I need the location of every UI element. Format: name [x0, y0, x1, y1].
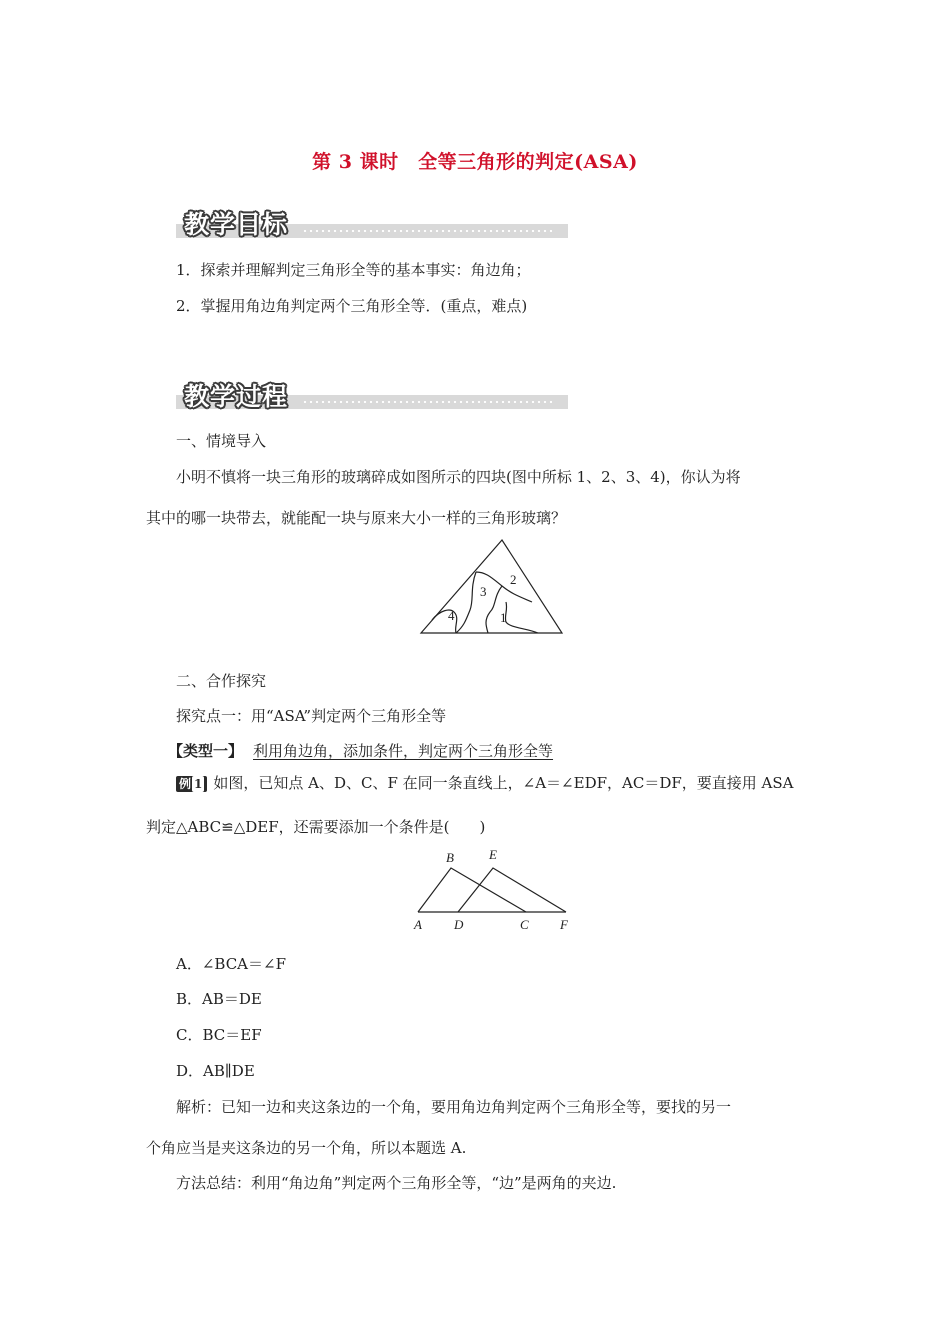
piece-label-1: 1	[500, 610, 507, 625]
analysis-line1: 解析：已知一边和夹这条边的一个角，要用角边角判定两个三角形全等，要找的另一	[176, 1098, 732, 1116]
point-label-c: C	[520, 917, 529, 932]
broken-glass-figure	[410, 536, 570, 638]
option-a: A．∠BCA＝∠F	[176, 955, 286, 973]
section-dots	[302, 401, 552, 403]
example-badge: 例 1	[176, 776, 207, 792]
piece-label-3: 3	[480, 584, 487, 599]
example-text-1: 如图，已知点 A、D、C、F 在同一条直线上，∠A＝∠EDF，AC＝DF，要直接用 ASA	[213, 774, 794, 792]
part1-line1: 小明不慎将一块三角形的玻璃碎成如图所示的四块(图中所标 1、2、3、4)，你认为将	[176, 468, 741, 486]
objective-item-1: 1．探索并理解判定三角形全等的基本事实：角边角；	[176, 261, 531, 279]
piece-label-4: 4	[448, 608, 455, 623]
type1-tag: 【类型一】	[168, 742, 244, 760]
type1-line	[168, 741, 553, 761]
example1-line2: 判定△ABC≌△DEF，还需要添加一个条件是( )	[146, 818, 486, 836]
example1-line1	[176, 773, 793, 793]
outer-triangle	[421, 540, 562, 633]
option-d: D．AB∥DE	[176, 1062, 255, 1080]
triangle-abc	[418, 868, 526, 912]
point-label-e: E	[489, 847, 497, 862]
part1-line2: 其中的哪一块带去，就能配一块与原来大小一样的三角形玻璃？	[146, 509, 567, 527]
section-label: 教学目标	[184, 210, 289, 239]
part1-heading: 一、情境导入	[176, 432, 267, 450]
method-summary: 方法总结：利用“角边角”判定两个三角形全等，“边”是两角的夹边.	[176, 1174, 617, 1192]
section-dots	[302, 230, 552, 232]
section-header-process	[176, 377, 568, 415]
analysis-line2: 个角应当是夹这条边的另一个角，所以本题选 A.	[146, 1139, 467, 1157]
exploration-point-1: 探究点一：用“ASA”判定两个三角形全等	[176, 707, 447, 725]
point-label-f: F	[560, 917, 568, 932]
point-label-d: D	[454, 917, 464, 932]
page-title: 第 3 课时 全等三角形的判定(ASA)	[312, 151, 638, 173]
triangles-figure	[408, 843, 578, 935]
option-b: B．AB＝DE	[176, 990, 262, 1008]
objective-item-2: 2．掌握用角边角判定两个三角形全等．(重点，难点)	[176, 297, 528, 315]
option-c: C．BC＝EF	[176, 1026, 262, 1044]
crack-piece1	[505, 602, 538, 633]
part2-heading: 二、合作探究	[176, 672, 267, 690]
section-label: 教学过程	[184, 382, 289, 411]
triangle-def	[458, 868, 566, 912]
section-header-objectives	[176, 203, 568, 241]
point-label-a: A	[414, 917, 422, 932]
point-label-b: B	[446, 850, 454, 865]
piece-label-2: 2	[510, 572, 517, 587]
type1-text: 利用角边角，添加条件，判定两个三角形全等	[253, 742, 554, 760]
